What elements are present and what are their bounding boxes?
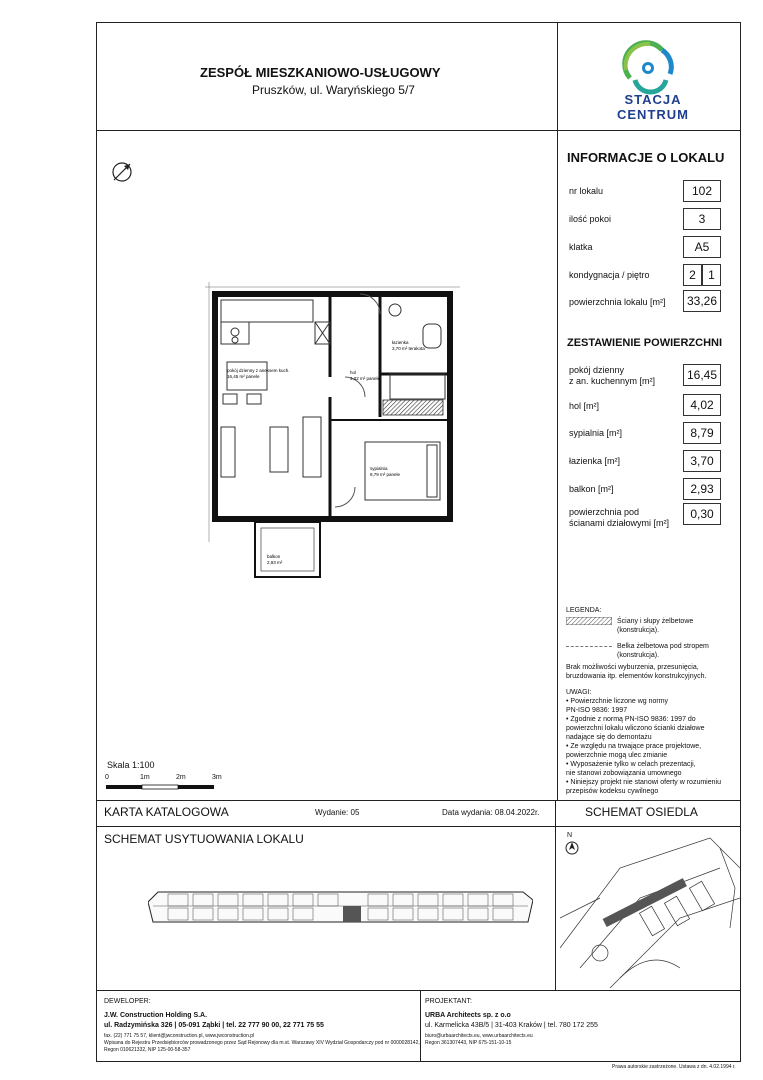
- area-value: 0,30: [683, 503, 721, 525]
- area-value: 3,70: [683, 450, 721, 472]
- site-divider: [555, 800, 556, 990]
- legend-item-2: (konstrukcja).: [617, 652, 660, 659]
- legend-note: bruzdowania itp. elementów konstrukcyjnych.: [566, 673, 707, 680]
- info-label: ilość pokoi: [569, 214, 612, 224]
- catalog-top-line: [96, 800, 741, 801]
- catalog-edition: Wydanie: 05: [315, 808, 360, 817]
- area-label: sypialnia [m²]: [569, 428, 623, 438]
- catalog-title: KARTA KATALOGOWA: [104, 805, 229, 819]
- legend-item: Ściany i słupy żelbetowe: [617, 618, 694, 625]
- legend-item-2: (konstrukcja).: [617, 627, 660, 634]
- info-value: 102: [683, 180, 721, 202]
- floor-plan: [205, 282, 460, 592]
- designer-label: PROJEKTANT:: [425, 998, 472, 1005]
- info-label: powierzchnia lokalu [m²]: [569, 297, 666, 307]
- developer-regon: Regon 010621332, NIP 125-00-58-357: [104, 1047, 191, 1053]
- developer-label: DEWELOPER:: [104, 998, 151, 1005]
- north-label: N: [567, 832, 573, 839]
- area-value: 2,93: [683, 478, 721, 500]
- footer-top-line: [96, 990, 741, 991]
- logo-divider: [557, 22, 558, 130]
- room-bath-area: 3,70 m² terakota: [392, 346, 425, 351]
- legend-title: LEGENDA:: [566, 607, 602, 614]
- info-value: 1: [702, 264, 721, 286]
- notes-title: UWAGI:: [566, 689, 592, 696]
- area-label: łazienka [m²]: [569, 456, 621, 466]
- area-value: 4,02: [683, 394, 721, 416]
- developer-contact: fax. (22) 771 75 57, klient@jwconstruction.pl, www.jwconstruction.pl: [104, 1033, 255, 1039]
- info-label: klatka: [569, 242, 593, 252]
- scale-tick: 0: [105, 774, 109, 781]
- room-bed-area: 8,79 m² panele: [370, 472, 401, 477]
- area-label-2: ścianami działowymi [m²]: [569, 518, 670, 528]
- area-label: hol [m²]: [569, 401, 600, 411]
- info-title: INFORMACJE O LOKALU: [567, 150, 725, 165]
- project-address: Pruszków, ul. Waryńskiego 5/7: [252, 83, 415, 97]
- room-balcony-label: balkon: [267, 554, 281, 559]
- developer-registry: Wpisana do Rejestru Przedsiębiorców prowadzonego przez Sąd Rejonowy dla m.st. Warszawy XIV Wydział Gospodarczy pod nr 0000028142,: [104, 1040, 420, 1046]
- scale-bar: [106, 784, 226, 790]
- area-label: balkon [m²]: [569, 484, 614, 494]
- site-map: [560, 828, 740, 988]
- catalog-date: Data wydania: 08.04.2022r.: [442, 808, 540, 817]
- legend-note: Brak możliwości wyburzenia, przesunięcia,: [566, 664, 699, 671]
- room-hall-label: hol: [350, 370, 357, 375]
- areas-title: ZESTAWIENIE POWIERZCHNI: [567, 337, 723, 349]
- room-bath-label: łazienka: [392, 340, 409, 345]
- developer-address: ul. Radzymińska 326 | 05-091 Ząbki | tel. 22 777 90 00, 22 771 75 55: [104, 1022, 324, 1029]
- designer-address: ul. Karmelicka 43B/5 | 31-403 Kraków | tel. 780 172 255: [425, 1022, 598, 1029]
- location-title: SCHEMAT USYTUOWANIA LOKALU: [104, 832, 304, 846]
- note-line: przepisów kodeksu cywilnego: [566, 788, 659, 795]
- room-hall-area: 4,02 m² panele: [350, 376, 381, 381]
- note-line: nie stanowi zobowiązania umownego: [566, 770, 682, 777]
- info-value: A5: [683, 236, 721, 258]
- copyright-footnote: Prawa autorskie zastrzeżone. Ustawa z dn. 4.02.1994 r.: [612, 1064, 736, 1070]
- scale-tick: 3m: [212, 774, 222, 781]
- note-line: powierzchnie mogą ulec zmianie: [566, 752, 668, 759]
- note-line: • Wyposażenie tylko w celach prezentacji,: [566, 761, 696, 768]
- room-living-label: pokój dzienny z aneksem kuch.: [227, 368, 290, 373]
- designer-regon: Regon 361307443, NIP 675-151-10-15: [425, 1040, 512, 1046]
- area-value: 8,79: [683, 422, 721, 444]
- info-value: 3: [683, 208, 721, 230]
- scale-tick: 1m: [140, 774, 150, 781]
- beam-swatch: [566, 646, 612, 647]
- header-divider: [96, 130, 741, 131]
- unit-highlight: [343, 906, 361, 922]
- hatch-swatch: [566, 617, 612, 625]
- info-label: nr lokalu: [569, 186, 604, 196]
- logo: [600, 40, 710, 120]
- info-label: kondygnacja / piętro: [569, 270, 650, 280]
- footer-divider: [420, 990, 421, 1062]
- building-schematic: [148, 884, 533, 929]
- logo-text: STACJA CENTRUM: [617, 92, 689, 122]
- note-line: powierzchni lokalu wliczono ścianki działowe: [566, 725, 705, 732]
- area-label: pokój dzienny: [569, 365, 625, 375]
- project-title: ZESPÓŁ MIESZKANIOWO-USŁUGOWY: [200, 65, 441, 80]
- area-label-2: z an. kuchennym [m²]: [569, 376, 656, 386]
- note-line: nadające się do demontażu: [566, 734, 652, 741]
- info-value: 33,26: [683, 290, 721, 312]
- compass-icon: [110, 160, 134, 184]
- developer-name: J.W. Construction Holding S.A.: [104, 1012, 208, 1019]
- note-line: • Niniejszy projekt nie stanowi oferty w rozumieniu: [566, 779, 721, 786]
- room-bed-label: sypialnia: [370, 466, 388, 471]
- note-line: • Powierzchnie liczone wg normy: [566, 698, 669, 705]
- legend-item: Belka żelbetowa pod stropem: [617, 643, 709, 650]
- designer-contact: biuro@urbaarchitects.eu, www.urbaarchitects.eu: [425, 1033, 533, 1039]
- scale-label: Skala 1:100: [107, 760, 155, 770]
- room-balcony-area: 2,93 m²: [267, 560, 283, 565]
- area-value: 16,45: [683, 364, 721, 386]
- area-label: powierzchnia pod: [569, 507, 640, 517]
- note-line: • Zgodnie z normą PN-ISO 9836: 1997 do: [566, 716, 696, 723]
- info-column-divider: [557, 130, 558, 800]
- catalog-bottom-line: [96, 826, 741, 827]
- scale-tick: 2m: [176, 774, 186, 781]
- info-value: 2: [683, 264, 702, 286]
- designer-name: URBA Architects sp. z o.o: [425, 1012, 511, 1019]
- site-title: SCHEMAT OSIEDLA: [585, 805, 698, 819]
- room-living-area: 16,45 m² panele: [227, 374, 260, 379]
- note-line: PN-ISO 9836: 1997: [566, 707, 628, 714]
- note-line: • Ze względu na trwające prace projektowe,: [566, 743, 702, 750]
